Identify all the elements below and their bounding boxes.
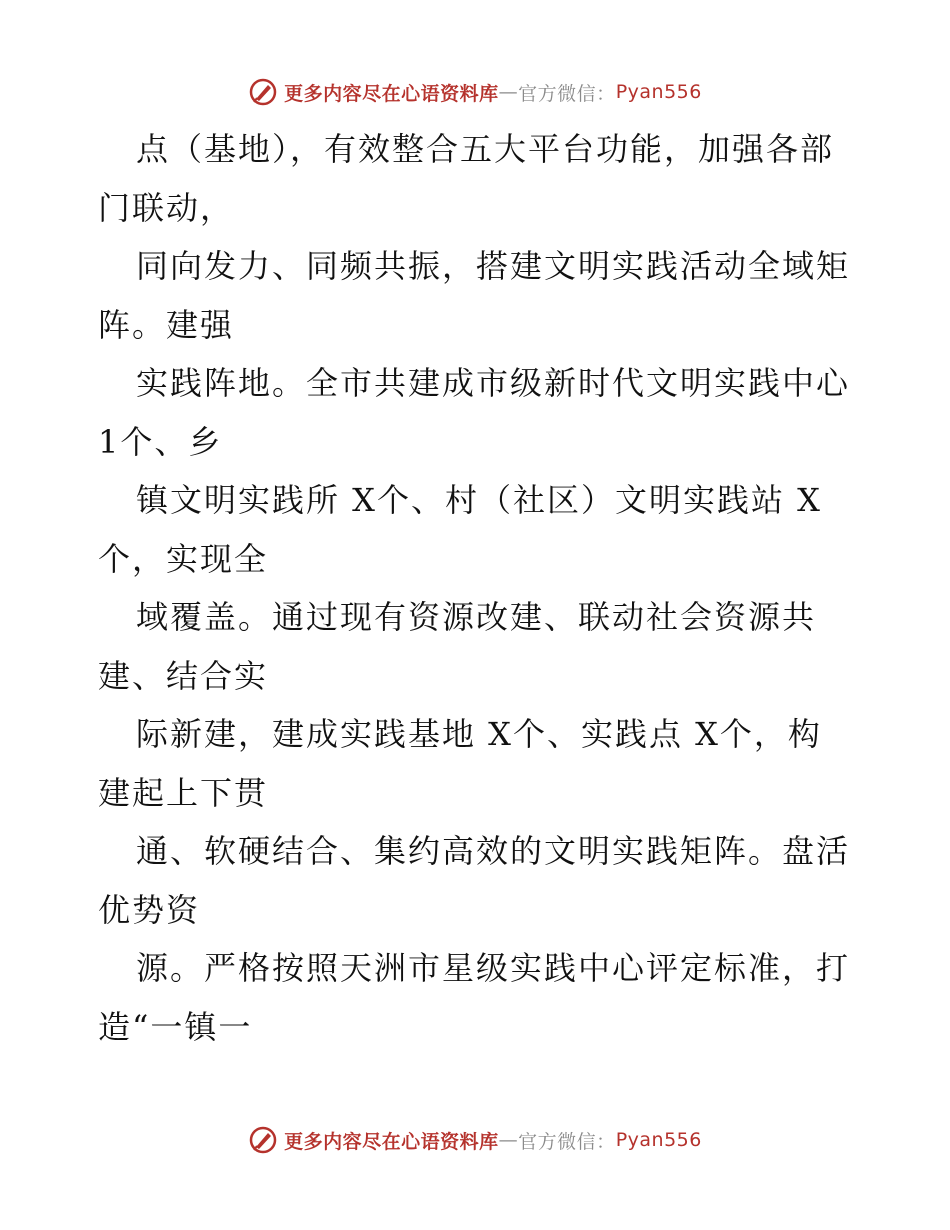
watermark-wechat-id: Pyan556 (615, 81, 702, 103)
paragraph-line: 镇文明实践所 X个、村（社区）文明实践站 X (136, 481, 822, 519)
watermark-library-text: 更多内容尽在心语资料库 (284, 82, 499, 105)
watermark-wechat-label: 官方微信： (518, 82, 616, 105)
paragraph-line: 建起上下贯 (98, 773, 269, 812)
document-body (98, 120, 858, 1056)
paragraph-line: 建、结合实 (98, 656, 269, 695)
watermark-wechat-label: 官方微信： (518, 1130, 616, 1153)
quill-logo-icon (248, 1125, 278, 1155)
watermark-wechat-id: Pyan556 (615, 1129, 702, 1151)
paragraph-line: 通、软硬结合、集约高效的文明实践矩阵。盘活 (136, 832, 851, 870)
quill-logo-icon (248, 77, 278, 107)
paragraph-line: 个，实现全 (98, 539, 269, 578)
paragraph-line: 同向发力、同频共振，搭建文明实践活动全域矩 (136, 247, 851, 285)
paragraph-line: 实践阵地。全市共建成市级新时代文明实践中心 (136, 364, 851, 402)
watermark-dash: — (498, 81, 519, 103)
paragraph-line: 点（基地），有效整合五大平台功能，加强各部 (136, 130, 835, 168)
paragraph-line: 源。严格按照天洲市星级实践中心评定标准，打 (136, 949, 851, 987)
paragraph-line: 优势资 (98, 890, 201, 929)
paragraph-line: 造“一镇一 (98, 1007, 253, 1046)
header-watermark (0, 72, 950, 112)
paragraph-line: 1个、乡 (98, 422, 223, 461)
paragraph-line: 阵。建强 (98, 305, 235, 344)
paragraph-line: 域覆盖。通过现有资源改建、联动社会资源共 (136, 598, 817, 636)
paragraph-line: 际新建，建成实践基地 X个、实践点 X个，构 (136, 715, 822, 753)
watermark-library-text: 更多内容尽在心语资料库 (284, 1130, 499, 1153)
watermark-dash: — (498, 1129, 519, 1151)
footer-watermark (0, 1120, 950, 1160)
paragraph-line: 门联动， (98, 188, 235, 227)
